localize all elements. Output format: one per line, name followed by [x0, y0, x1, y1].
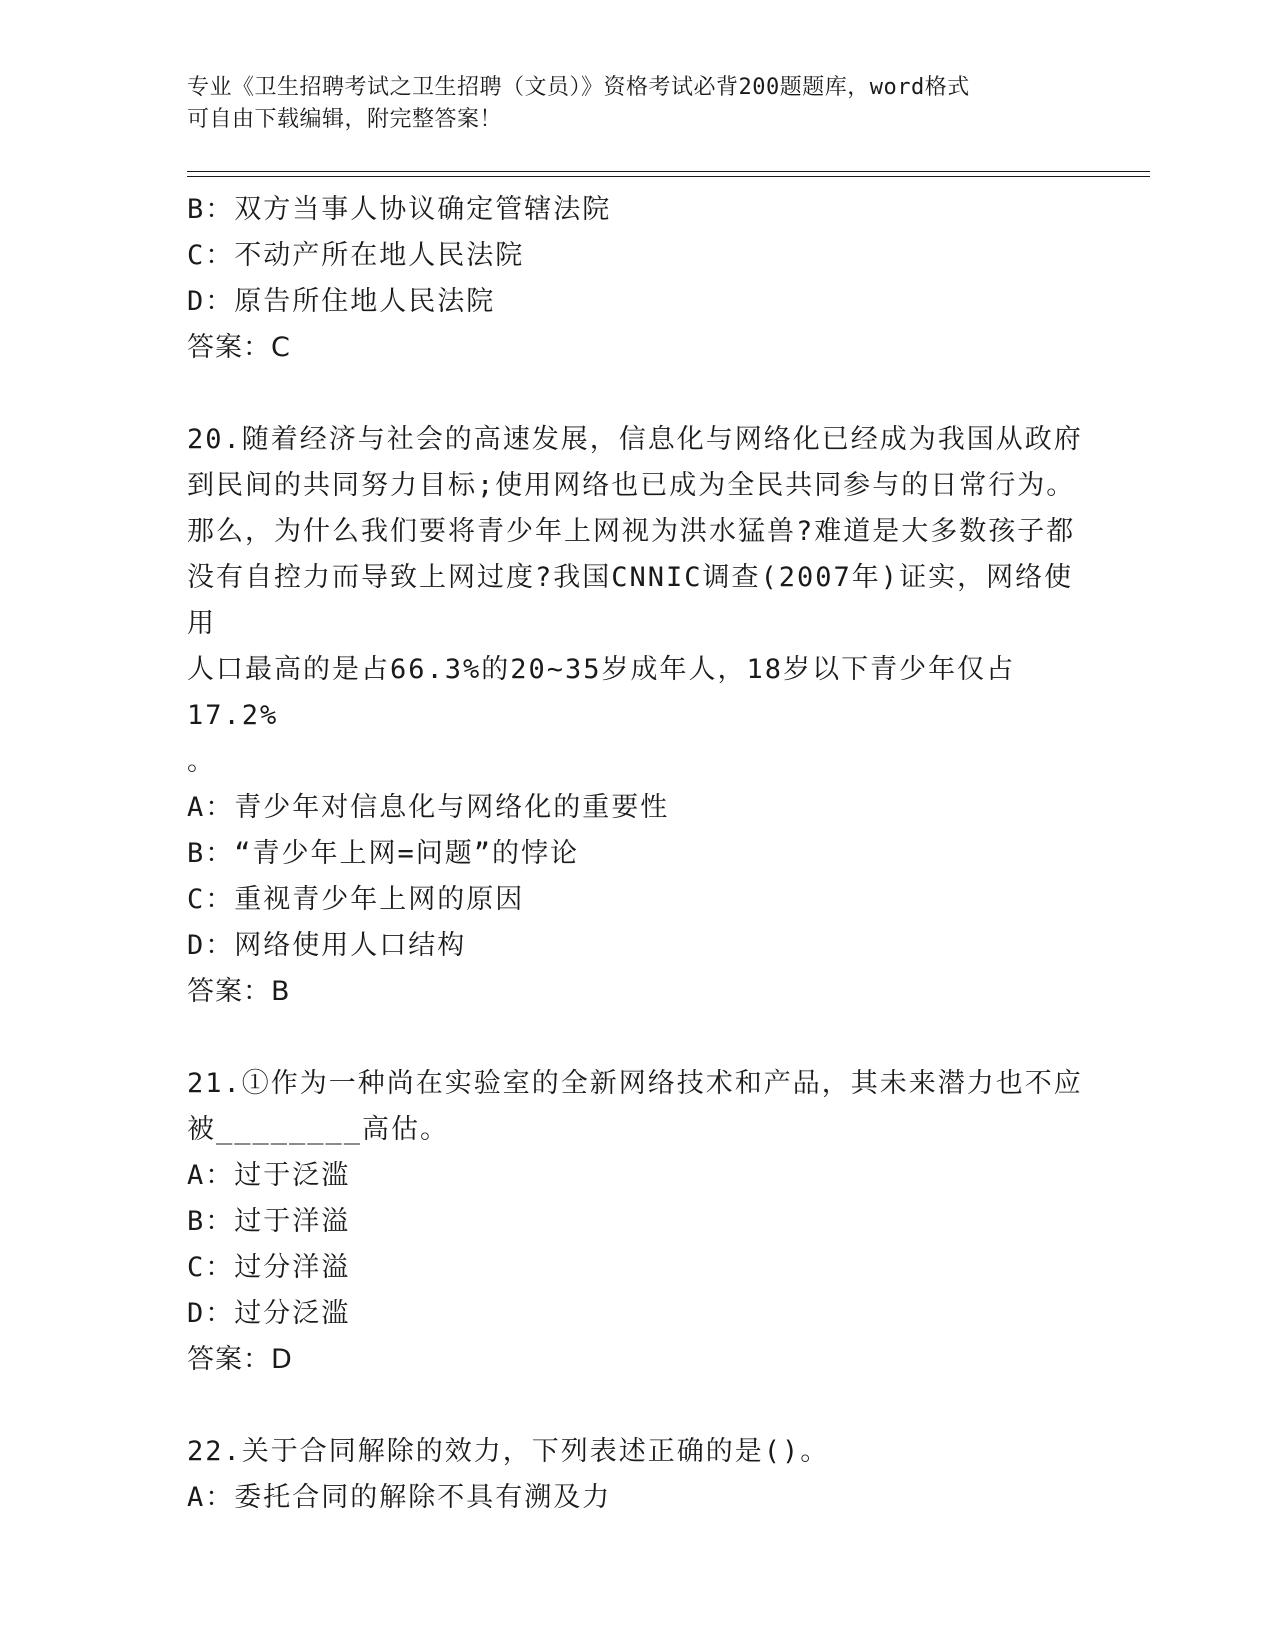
option-b: B：双方当事人协议确定管辖法院 [187, 194, 612, 225]
option-d: D：原告所住地人民法院 [187, 286, 496, 317]
option-d: D：网络使用人口结构 [187, 930, 467, 961]
question-stem-line: 22.关于合同解除的效力，下列表述正确的是()。 [187, 1436, 830, 1467]
header-divider-top [187, 171, 1150, 172]
answer-line: 答案：C [187, 332, 291, 363]
question-stem-line: 没有自控力而导致上网过度?我国CNNIC调查(2007年)证实，网络使用 [187, 562, 1074, 639]
question-stem-line: 20.随着经济与社会的高速发展，信息化与网络化已经成为我国从政府 [187, 424, 1083, 455]
question-22 [187, 1429, 1087, 1521]
prev-question-block [187, 187, 1087, 371]
option-c: C：重视青少年上网的原因 [187, 884, 525, 915]
option-a: A：过于泛滥 [187, 1160, 351, 1191]
question-stem-line: 21.①作为一种尚在实验室的全新网络技术和产品，其未来潜力也不应 [187, 1068, 1083, 1099]
question-stem-line: 到民间的共同努力目标;使用网络也已成为全民共同参与的日常行为。 [187, 470, 1076, 501]
question-21 [187, 1061, 1087, 1383]
question-stem-line: 被________高估。 [187, 1114, 450, 1145]
question-stem-line: 那么，为什么我们要将青少年上网视为洪水猛兽?难道是大多数孩子都 [187, 516, 1076, 547]
header-line-1: 专业《卫生招聘考试之卫生招聘（文员）》资格考试必背200题题库，word格式 [187, 75, 970, 100]
question-content [187, 187, 1087, 1521]
question-20 [187, 417, 1087, 1015]
option-b: B：“青少年上网=问题”的悖论 [187, 838, 580, 869]
document-header [187, 72, 1087, 136]
header-line-2: 可自由下载编辑，附完整答案！ [187, 107, 503, 132]
option-c: C：不动产所在地人民法院 [187, 240, 525, 271]
question-stem-line: 。 [187, 746, 216, 777]
header-divider-bottom [187, 176, 1150, 177]
option-d: D：过分泛滥 [187, 1298, 351, 1329]
option-b: B：过于洋溢 [187, 1206, 351, 1237]
question-stem-line: 人口最高的是占66.3%的20~35岁成年人，18岁以下青少年仅占17.2% [187, 654, 1016, 731]
option-a: A：委托合同的解除不具有溯及力 [187, 1482, 612, 1513]
option-a: A：青少年对信息化与网络化的重要性 [187, 792, 670, 823]
answer-line: 答案：B [187, 976, 291, 1007]
option-c: C：过分洋溢 [187, 1252, 351, 1283]
answer-line: 答案：D [187, 1344, 293, 1375]
